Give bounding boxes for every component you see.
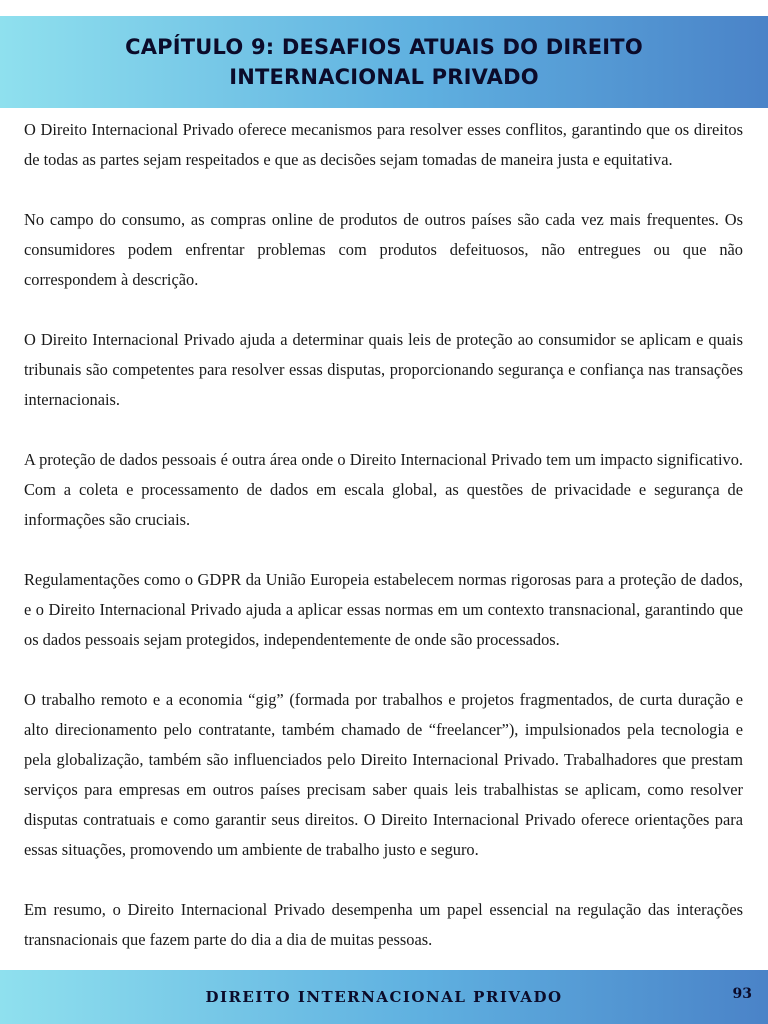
paragraph-2: No campo do consumo, as compras online de produtos de outros países são cada vez mais frequentes. Os consumidores podem enfrentar problemas com produtos defeituosos, não entregues ou que não correspondem à descrição. (24, 210, 743, 289)
paragraph-6: O trabalho remoto e a economia “gig” (formada por trabalhos e projetos fragmentados, de curta duração e alto direcionamento pelo contratante, também chamado de “freelancer”), impulsionados pela tecnologia e pela globalização, também são influenciados pelo Direito Internacional Privado. Trabalhadores que prestam serviços para empresas em outros países precisam saber quais leis trabalhistas se aplicam, como resolver disputas contratuais e como garantir seus direitos. O Direito Internacional Privado oferece orientações para essas situações, promovendo um ambiente de trabalho justo e seguro. (24, 690, 743, 859)
page-footer (0, 970, 768, 1024)
paragraph-7: Em resumo, o Direito Internacional Privado desempenha um papel essencial na regulação das interações transnacionais que fazem parte do dia a dia de muitas pessoas. (24, 900, 743, 949)
chapter-title-line-1: CAPÍTULO 9: DESAFIOS ATUAIS DO DIREITO (125, 35, 643, 59)
paragraph-1: O Direito Internacional Privado oferece mecanismos para resolver esses conflitos, garantindo que os direitos de todas as partes sejam respeitados e que as decisões sejam tomadas de maneira justa e equitativa. (24, 120, 743, 169)
chapter-title-line-2: INTERNACIONAL PRIVADO (229, 65, 539, 89)
paragraph-4: A proteção de dados pessoais é outra área onde o Direito Internacional Privado tem um impacto significativo. Com a coleta e processamento de dados em escala global, as questões de privacidade e segurança de informações são cruciais. (24, 450, 743, 529)
paragraph-5: Regulamentações como o GDPR da União Europeia estabelecem normas rigorosas para a proteção de dados, e o Direito Internacional Privado ajuda a aplicar essas normas em um contexto transnacional, garantindo que os dados pessoais sejam protegidos, independentemente de onde são processados. (24, 570, 743, 649)
footer-book-title: DIREITO INTERNACIONAL PRIVADO (205, 988, 563, 1006)
chapter-header (0, 16, 768, 108)
page-number: 93 (732, 986, 752, 1002)
page-body (24, 115, 743, 985)
paragraph-3: O Direito Internacional Privado ajuda a determinar quais leis de proteção ao consumidor se aplicam e quais tribunais são competentes para resolver essas disputas, proporcionando segurança e confiança nas transações internacionais. (24, 330, 743, 409)
